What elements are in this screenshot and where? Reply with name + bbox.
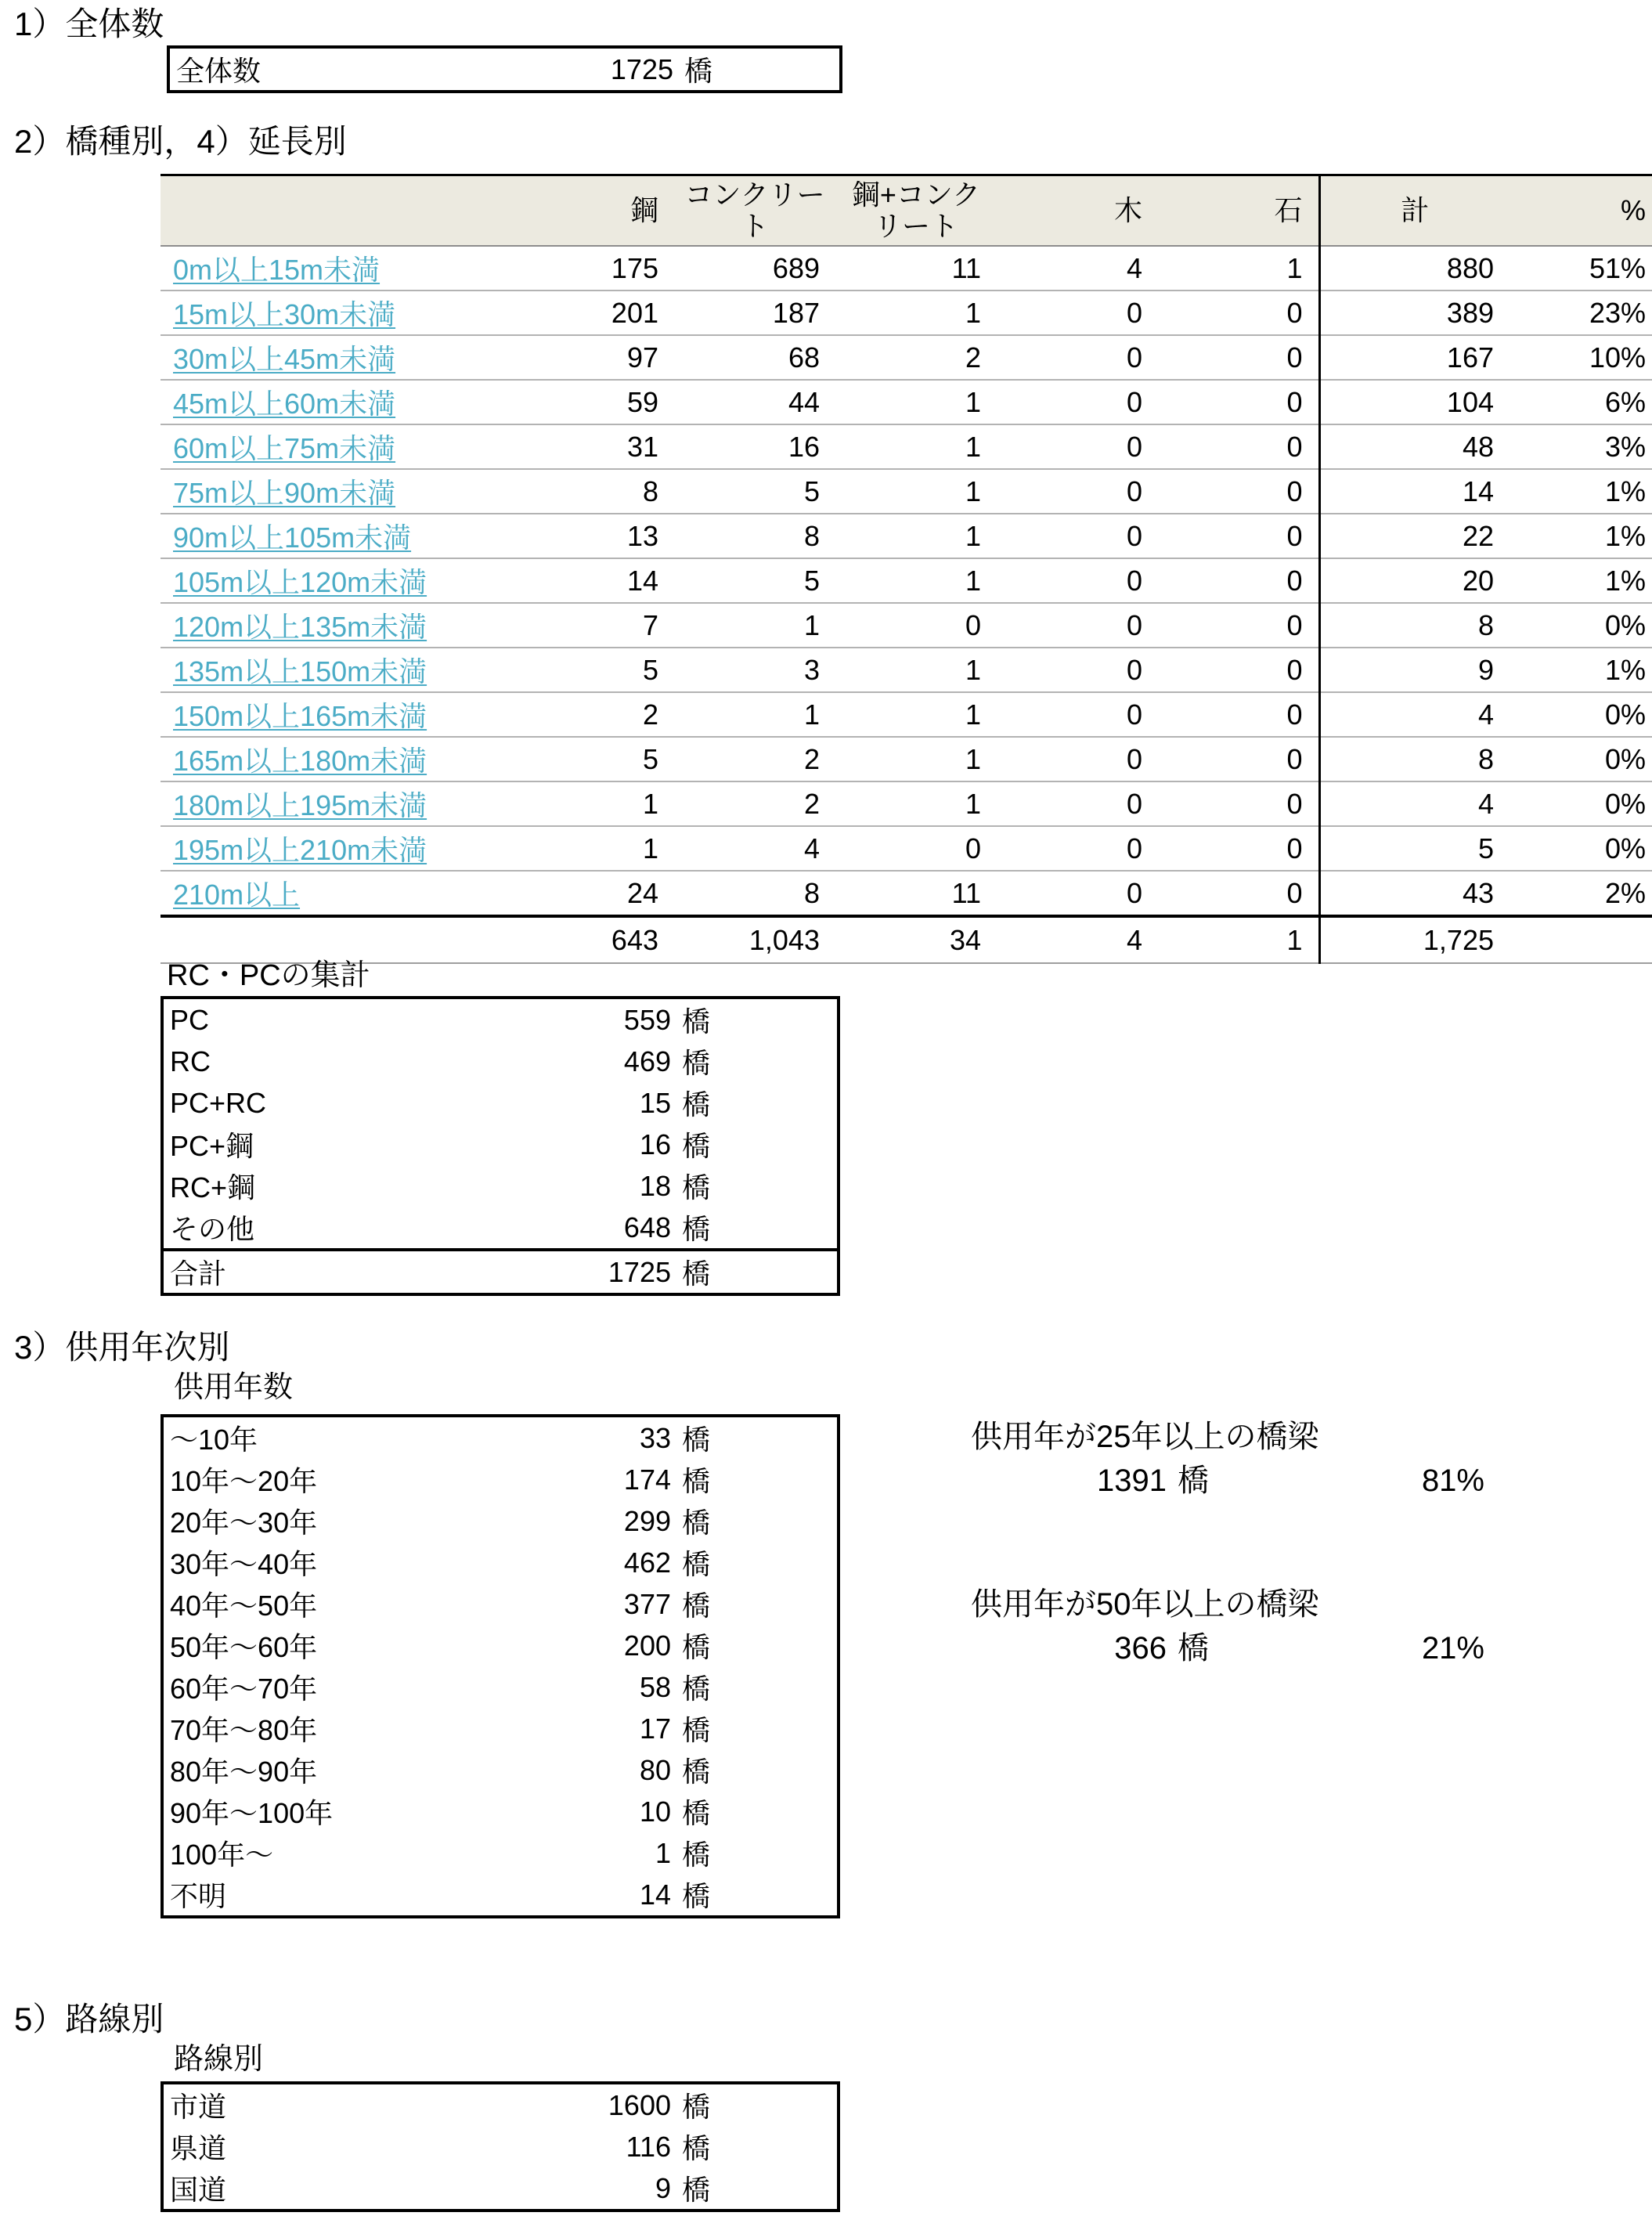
totals-steel-concrete: 34 bbox=[835, 916, 997, 963]
table-row bbox=[161, 781, 1652, 826]
length-range-label: 60m以上75m未満 bbox=[173, 432, 396, 464]
section3-heading: 3）供用年次別 bbox=[14, 1329, 230, 1366]
rcpc-row-unit: 橋 bbox=[682, 1171, 711, 1204]
rcpc-row-unit: 橋 bbox=[682, 1005, 711, 1038]
cell-steel-concrete: 0 bbox=[835, 603, 997, 648]
length-range-label: 90m以上105m未満 bbox=[173, 522, 412, 554]
cell-concrete: 44 bbox=[674, 380, 835, 424]
cell-percent: 1% bbox=[1510, 558, 1652, 603]
note-unit: 橋 bbox=[1178, 1463, 1209, 1498]
header-concrete-line1: コンクリー bbox=[684, 179, 825, 211]
cell-percent: 0% bbox=[1510, 826, 1652, 871]
header-stone: 石 bbox=[1158, 175, 1319, 247]
totals-total: 1,725 bbox=[1319, 916, 1510, 963]
cell-wood: 0 bbox=[997, 380, 1158, 424]
rcpc-total-unit: 橋 bbox=[682, 1258, 711, 1290]
note-percent: 21% bbox=[1421, 1631, 1484, 1666]
rcpc-total-label: 合計 bbox=[170, 1258, 227, 1290]
header-wood: 木 bbox=[997, 175, 1158, 247]
cell-percent: 3% bbox=[1510, 424, 1652, 469]
table-body bbox=[161, 246, 1652, 916]
cell-wood: 0 bbox=[997, 826, 1158, 871]
rcpc-row-label: PC+RC bbox=[170, 1086, 267, 1119]
cell-concrete: 4 bbox=[674, 826, 835, 871]
cell-wood: 0 bbox=[997, 469, 1158, 514]
service-years-row-unit: 橋 bbox=[682, 1590, 711, 1622]
cell-concrete: 8 bbox=[674, 871, 835, 916]
service-years-row-unit: 橋 bbox=[682, 1839, 711, 1871]
length-range-label: 180m以上195m未満 bbox=[173, 789, 427, 821]
note-value-line bbox=[971, 1630, 1488, 1666]
table-row bbox=[161, 558, 1652, 603]
table-header bbox=[161, 175, 1652, 247]
cell-concrete: 5 bbox=[674, 469, 835, 514]
length-range-label: 45m以上60m未満 bbox=[173, 388, 396, 420]
cell-concrete: 2 bbox=[674, 781, 835, 826]
route-row-label: 県道 bbox=[170, 2132, 227, 2164]
cell-total: 9 bbox=[1319, 648, 1510, 692]
totals-percent bbox=[1510, 916, 1652, 963]
list-item bbox=[164, 1749, 837, 1791]
service-years-box bbox=[161, 1414, 840, 1918]
header-steel-concrete bbox=[835, 175, 997, 247]
cell-stone: 0 bbox=[1158, 648, 1319, 692]
cell-steel-concrete: 1 bbox=[835, 424, 997, 469]
route-type-rows bbox=[164, 2084, 837, 2209]
list-item bbox=[164, 2167, 837, 2209]
cell-steel-concrete: 11 bbox=[835, 246, 997, 291]
list-item bbox=[164, 1417, 837, 1459]
cell-concrete: 689 bbox=[674, 246, 835, 291]
service-years-row-unit: 橋 bbox=[682, 1465, 711, 1497]
cell-wood: 0 bbox=[997, 692, 1158, 737]
cell-total: 20 bbox=[1319, 558, 1510, 603]
cell-total: 5 bbox=[1319, 826, 1510, 871]
note-percent: 81% bbox=[1421, 1463, 1484, 1498]
table-row bbox=[161, 424, 1652, 469]
service-years-row-value: 1 bbox=[655, 1836, 671, 1869]
cell-percent: 0% bbox=[1510, 737, 1652, 781]
route-type-box bbox=[161, 2081, 840, 2212]
cell-total: 389 bbox=[1319, 291, 1510, 335]
rcpc-row-label: RC bbox=[170, 1045, 211, 1077]
service-years-row-value: 462 bbox=[623, 1546, 671, 1579]
list-item bbox=[164, 1708, 837, 1749]
bridge-type-length-table-wrap bbox=[161, 174, 1652, 964]
length-range-label: 195m以上210m未満 bbox=[173, 834, 427, 866]
list-item bbox=[164, 1459, 837, 1500]
cell-steel: 13 bbox=[513, 514, 674, 558]
length-range-label: 120m以上135m未満 bbox=[173, 611, 427, 643]
rcpc-row-value: 16 bbox=[639, 1128, 671, 1160]
cell-stone: 1 bbox=[1158, 246, 1319, 291]
service-years-row-value: 174 bbox=[623, 1463, 671, 1496]
cell-total: 48 bbox=[1319, 424, 1510, 469]
cell-concrete: 1 bbox=[674, 603, 835, 648]
cell-stone: 0 bbox=[1158, 826, 1319, 871]
route-row-label: 国道 bbox=[170, 2174, 227, 2206]
list-item bbox=[164, 1082, 837, 1124]
route-column-label: 路線別 bbox=[174, 2043, 264, 2076]
cell-wood: 4 bbox=[997, 246, 1158, 291]
row-label-cell bbox=[161, 335, 513, 380]
cell-steel: 31 bbox=[513, 424, 674, 469]
totals-empty-label bbox=[161, 916, 513, 963]
cell-total: 14 bbox=[1319, 469, 1510, 514]
cell-concrete: 187 bbox=[674, 291, 835, 335]
bridge-type-length-table bbox=[161, 174, 1652, 964]
cell-steel-concrete: 1 bbox=[835, 737, 997, 781]
cell-percent: 0% bbox=[1510, 692, 1652, 737]
cell-stone: 0 bbox=[1158, 871, 1319, 916]
cell-steel: 1 bbox=[513, 826, 674, 871]
total-count-unit: 橋 bbox=[684, 55, 713, 87]
rcpc-row-value: 559 bbox=[623, 1003, 671, 1036]
service-years-row-label: 100年～ bbox=[170, 1839, 274, 1871]
row-label-cell bbox=[161, 291, 513, 335]
note-count: 1391 bbox=[1097, 1463, 1167, 1498]
rcpc-row-label: PC+鋼 bbox=[170, 1130, 254, 1162]
service-years-row-unit: 橋 bbox=[682, 1714, 711, 1746]
cell-percent: 1% bbox=[1510, 648, 1652, 692]
cell-steel-concrete: 1 bbox=[835, 514, 997, 558]
length-range-label: 0m以上15m未満 bbox=[173, 254, 381, 286]
table-row bbox=[161, 648, 1652, 692]
route-row-value: 9 bbox=[655, 2171, 671, 2204]
rcpc-title: RC・PCの集計 bbox=[167, 959, 370, 992]
list-item bbox=[164, 1500, 837, 1542]
cell-steel: 59 bbox=[513, 380, 674, 424]
list-item bbox=[164, 1207, 837, 1248]
cell-wood: 0 bbox=[997, 424, 1158, 469]
rcpc-row-label: その他 bbox=[170, 1213, 255, 1245]
cell-steel: 175 bbox=[513, 246, 674, 291]
cell-steel: 8 bbox=[513, 469, 674, 514]
route-row-unit: 橋 bbox=[682, 2174, 711, 2206]
list-item bbox=[164, 1124, 837, 1165]
length-range-label: 210m以上 bbox=[173, 879, 301, 911]
totals-steel: 643 bbox=[513, 916, 674, 963]
cell-stone: 0 bbox=[1158, 514, 1319, 558]
table-row bbox=[161, 826, 1652, 871]
cell-concrete: 5 bbox=[674, 558, 835, 603]
row-label-cell bbox=[161, 514, 513, 558]
row-label-cell bbox=[161, 781, 513, 826]
rcpc-row-unit: 橋 bbox=[682, 1047, 711, 1079]
length-range-label: 75m以上90m未満 bbox=[173, 477, 396, 509]
cell-steel-concrete: 11 bbox=[835, 871, 997, 916]
list-item bbox=[164, 1625, 837, 1666]
cell-percent: 23% bbox=[1510, 291, 1652, 335]
service-years-row-label: 80年～90年 bbox=[170, 1756, 318, 1788]
rcpc-rows bbox=[164, 999, 837, 1248]
cell-wood: 0 bbox=[997, 335, 1158, 380]
service-years-row-unit: 橋 bbox=[682, 1631, 711, 1663]
service-years-row-unit: 橋 bbox=[682, 1880, 711, 1912]
service-years-row-label: 70年～80年 bbox=[170, 1714, 318, 1746]
cell-wood: 0 bbox=[997, 558, 1158, 603]
row-label-cell bbox=[161, 692, 513, 737]
cell-stone: 0 bbox=[1158, 558, 1319, 603]
header-percent: % bbox=[1510, 175, 1652, 247]
rcpc-row-unit: 橋 bbox=[682, 1213, 711, 1245]
cell-wood: 0 bbox=[997, 291, 1158, 335]
rcpc-box bbox=[161, 996, 840, 1296]
header-concrete bbox=[674, 175, 835, 247]
row-label-cell bbox=[161, 424, 513, 469]
cell-steel: 2 bbox=[513, 692, 674, 737]
service-years-row-unit: 橋 bbox=[682, 1548, 711, 1580]
length-range-label: 30m以上45m未満 bbox=[173, 343, 396, 375]
row-label-cell bbox=[161, 469, 513, 514]
cell-steel: 5 bbox=[513, 648, 674, 692]
service-years-row-value: 80 bbox=[639, 1753, 671, 1786]
cell-stone: 0 bbox=[1158, 335, 1319, 380]
route-row-unit: 橋 bbox=[682, 2091, 711, 2123]
service-years-row-value: 58 bbox=[639, 1670, 671, 1703]
header-empty bbox=[161, 175, 513, 247]
route-row-value: 1600 bbox=[608, 2088, 671, 2121]
service-years-row-value: 299 bbox=[623, 1504, 671, 1537]
cell-wood: 0 bbox=[997, 514, 1158, 558]
cell-steel-concrete: 0 bbox=[835, 826, 997, 871]
note-over-25-years bbox=[971, 1419, 1488, 1499]
note-title: 供用年が50年以上の橋梁 bbox=[971, 1587, 1319, 1622]
table-row bbox=[161, 246, 1652, 291]
list-item bbox=[164, 1666, 837, 1708]
service-years-row-value: 33 bbox=[639, 1421, 671, 1454]
row-label-cell bbox=[161, 871, 513, 916]
cell-steel-concrete: 1 bbox=[835, 380, 997, 424]
cell-wood: 0 bbox=[997, 603, 1158, 648]
table-row bbox=[161, 380, 1652, 424]
service-years-row-unit: 橋 bbox=[682, 1673, 711, 1705]
section5-heading: 5）路線別 bbox=[14, 2001, 164, 2037]
list-item bbox=[164, 1791, 837, 1832]
header-steel: 鋼 bbox=[513, 175, 674, 247]
cell-wood: 0 bbox=[997, 648, 1158, 692]
cell-percent: 6% bbox=[1510, 380, 1652, 424]
list-item bbox=[164, 2084, 837, 2126]
cell-total: 880 bbox=[1319, 246, 1510, 291]
cell-steel: 201 bbox=[513, 291, 674, 335]
note-title: 供用年が25年以上の橋梁 bbox=[971, 1420, 1319, 1454]
length-range-label: 15m以上30m未満 bbox=[173, 298, 396, 330]
cell-steel: 14 bbox=[513, 558, 674, 603]
row-label-cell bbox=[161, 737, 513, 781]
rcpc-row-value: 469 bbox=[623, 1045, 671, 1077]
cell-total: 8 bbox=[1319, 737, 1510, 781]
row-label-cell bbox=[161, 558, 513, 603]
header-steel-concrete-line1: 鋼+コンク bbox=[851, 179, 981, 211]
service-years-row-unit: 橋 bbox=[682, 1797, 711, 1829]
service-years-row-label: 50年～60年 bbox=[170, 1631, 318, 1663]
header-total: 計 bbox=[1319, 175, 1510, 247]
totals-stone: 1 bbox=[1158, 916, 1319, 963]
total-count-box bbox=[167, 45, 842, 93]
cell-concrete: 2 bbox=[674, 737, 835, 781]
table-row bbox=[161, 514, 1652, 558]
cell-total: 4 bbox=[1319, 781, 1510, 826]
cell-steel: 97 bbox=[513, 335, 674, 380]
cell-steel-concrete: 1 bbox=[835, 469, 997, 514]
cell-stone: 0 bbox=[1158, 603, 1319, 648]
table-row bbox=[161, 737, 1652, 781]
service-years-row-label: 40年～50年 bbox=[170, 1590, 318, 1622]
note-unit: 橋 bbox=[1178, 1631, 1209, 1666]
table-row bbox=[161, 871, 1652, 916]
cell-steel-concrete: 1 bbox=[835, 648, 997, 692]
cell-total: 4 bbox=[1319, 692, 1510, 737]
note-over-50-years bbox=[971, 1586, 1488, 1666]
list-item bbox=[164, 2126, 837, 2167]
cell-stone: 0 bbox=[1158, 692, 1319, 737]
rcpc-row-unit: 橋 bbox=[682, 1088, 711, 1121]
cell-stone: 0 bbox=[1158, 781, 1319, 826]
cell-concrete: 68 bbox=[674, 335, 835, 380]
cell-wood: 0 bbox=[997, 781, 1158, 826]
rcpc-row-label: RC+鋼 bbox=[170, 1171, 256, 1204]
length-range-label: 150m以上165m未満 bbox=[173, 700, 427, 732]
table-row bbox=[161, 692, 1652, 737]
service-years-row-label: 30年～40年 bbox=[170, 1548, 318, 1580]
cell-percent: 10% bbox=[1510, 335, 1652, 380]
list-item bbox=[164, 1165, 837, 1207]
table-row bbox=[161, 603, 1652, 648]
cell-steel-concrete: 2 bbox=[835, 335, 997, 380]
service-years-row-label: 不明 bbox=[170, 1880, 227, 1912]
route-row-label: 市道 bbox=[170, 2091, 227, 2123]
list-item bbox=[164, 1542, 837, 1583]
cell-wood: 0 bbox=[997, 871, 1158, 916]
route-row-unit: 橋 bbox=[682, 2132, 711, 2164]
cell-percent: 2% bbox=[1510, 871, 1652, 916]
cell-percent: 1% bbox=[1510, 469, 1652, 514]
service-years-row-label: 10年～20年 bbox=[170, 1465, 318, 1497]
service-years-row-label: 20年～30年 bbox=[170, 1507, 318, 1539]
total-count-label: 全体数 bbox=[176, 55, 262, 87]
service-years-row-label: 90年～100年 bbox=[170, 1797, 334, 1829]
cell-stone: 0 bbox=[1158, 380, 1319, 424]
cell-percent: 0% bbox=[1510, 781, 1652, 826]
length-range-label: 135m以上150m未満 bbox=[173, 655, 427, 688]
service-years-row-unit: 橋 bbox=[682, 1424, 711, 1456]
cell-concrete: 1 bbox=[674, 692, 835, 737]
cell-total: 22 bbox=[1319, 514, 1510, 558]
section1-heading: 1）全体数 bbox=[14, 5, 164, 42]
cell-steel-concrete: 1 bbox=[835, 692, 997, 737]
row-label-cell bbox=[161, 246, 513, 291]
note-value-line bbox=[971, 1463, 1488, 1499]
service-years-row-label: 60年～70年 bbox=[170, 1673, 318, 1705]
cell-steel-concrete: 1 bbox=[835, 291, 997, 335]
cell-total: 8 bbox=[1319, 603, 1510, 648]
service-years-column-label: 供用年数 bbox=[174, 1371, 294, 1404]
section2-heading: 2）橋種別，4）延長別 bbox=[14, 123, 347, 160]
list-item bbox=[164, 999, 837, 1041]
rcpc-row-label: PC bbox=[170, 1003, 210, 1036]
rcpc-row-value: 18 bbox=[639, 1169, 671, 1202]
length-range-label: 165m以上180m未満 bbox=[173, 745, 427, 777]
cell-steel: 7 bbox=[513, 603, 674, 648]
rcpc-row-value: 648 bbox=[623, 1211, 671, 1243]
totals-wood: 4 bbox=[997, 916, 1158, 963]
note-count: 366 bbox=[1114, 1631, 1167, 1666]
service-years-row-value: 200 bbox=[623, 1629, 671, 1662]
service-years-row-value: 17 bbox=[639, 1712, 671, 1745]
route-row-value: 116 bbox=[626, 2130, 671, 2163]
rcpc-total-value: 1725 bbox=[608, 1255, 671, 1288]
cell-stone: 0 bbox=[1158, 291, 1319, 335]
cell-stone: 0 bbox=[1158, 737, 1319, 781]
cell-concrete: 8 bbox=[674, 514, 835, 558]
cell-steel-concrete: 1 bbox=[835, 558, 997, 603]
service-years-rows bbox=[164, 1417, 837, 1915]
service-years-row-value: 14 bbox=[639, 1878, 671, 1911]
cell-steel: 5 bbox=[513, 737, 674, 781]
cell-stone: 0 bbox=[1158, 424, 1319, 469]
rcpc-row-unit: 橋 bbox=[682, 1130, 711, 1162]
length-range-label: 105m以上120m未満 bbox=[173, 566, 427, 598]
cell-percent: 51% bbox=[1510, 246, 1652, 291]
cell-steel: 24 bbox=[513, 871, 674, 916]
cell-wood: 0 bbox=[997, 737, 1158, 781]
total-count-row bbox=[170, 49, 839, 90]
list-item bbox=[164, 1041, 837, 1082]
row-label-cell bbox=[161, 380, 513, 424]
cell-concrete: 3 bbox=[674, 648, 835, 692]
service-years-row-value: 377 bbox=[623, 1587, 671, 1620]
table-row bbox=[161, 291, 1652, 335]
service-years-row-unit: 橋 bbox=[682, 1756, 711, 1788]
cell-stone: 0 bbox=[1158, 469, 1319, 514]
rcpc-total-row bbox=[164, 1248, 837, 1293]
header-concrete-line2: ト bbox=[740, 210, 769, 242]
total-count-value: 1725 bbox=[610, 52, 673, 85]
cell-total: 167 bbox=[1319, 335, 1510, 380]
list-item bbox=[164, 1874, 837, 1915]
totals-concrete: 1,043 bbox=[674, 916, 835, 963]
cell-steel: 1 bbox=[513, 781, 674, 826]
table-row bbox=[161, 335, 1652, 380]
header-steel-concrete-line2: リート bbox=[873, 210, 958, 242]
table-row bbox=[161, 469, 1652, 514]
cell-concrete: 16 bbox=[674, 424, 835, 469]
row-label-cell bbox=[161, 826, 513, 871]
list-item bbox=[164, 1832, 837, 1874]
service-years-row-value: 10 bbox=[639, 1795, 671, 1828]
row-label-cell bbox=[161, 648, 513, 692]
service-years-row-unit: 橋 bbox=[682, 1507, 711, 1539]
cell-percent: 0% bbox=[1510, 603, 1652, 648]
row-label-cell bbox=[161, 603, 513, 648]
cell-steel-concrete: 1 bbox=[835, 781, 997, 826]
cell-total: 43 bbox=[1319, 871, 1510, 916]
cell-total: 104 bbox=[1319, 380, 1510, 424]
rcpc-row-value: 15 bbox=[639, 1086, 671, 1119]
list-item bbox=[164, 1583, 837, 1625]
totals-row bbox=[161, 916, 1652, 963]
table-footer bbox=[161, 916, 1652, 963]
service-years-row-label: ～10年 bbox=[170, 1424, 258, 1456]
cell-percent: 1% bbox=[1510, 514, 1652, 558]
